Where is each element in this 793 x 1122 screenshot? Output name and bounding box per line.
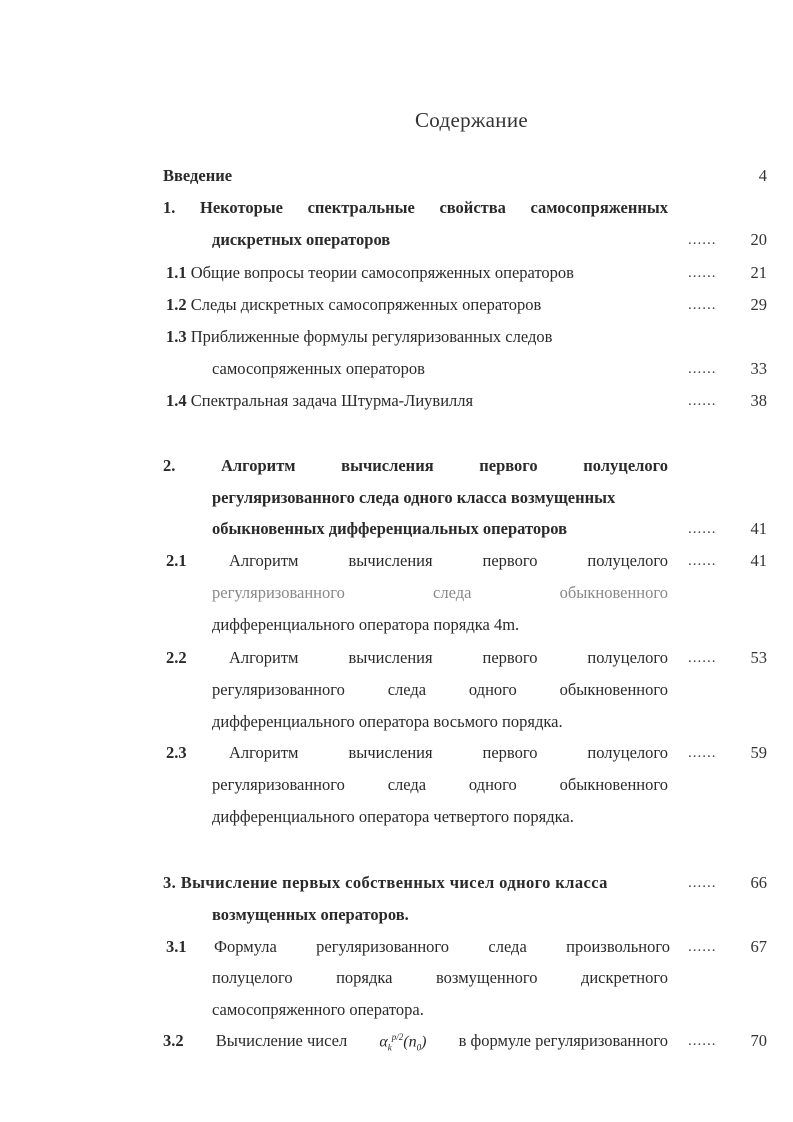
word: вычисления xyxy=(348,743,433,762)
alpha-superscript: p/2 xyxy=(391,1031,404,1042)
toc-s23-page: 59 xyxy=(750,743,767,762)
toc-ch2-page: 41 xyxy=(750,519,767,538)
section-title: Спектральная задача Штурма-Лиувилля xyxy=(190,391,474,410)
toc-s11-page: 21 xyxy=(750,263,767,282)
toc-intro-page: 4 xyxy=(758,166,767,185)
section-title: Общие вопросы теории самосопряженных операторов xyxy=(190,263,574,282)
word: одного xyxy=(468,680,517,699)
word: обыкновенного xyxy=(559,680,668,699)
toc-s31-number: 3.1 xyxy=(166,937,187,956)
toc-s23-line2[interactable] xyxy=(212,775,668,795)
word: произвольного xyxy=(566,937,670,956)
word: вычисления xyxy=(348,648,433,667)
section-number: 1.4 xyxy=(166,391,187,410)
toc-section-1-2[interactable] xyxy=(166,295,541,315)
alpha-symbol: α xyxy=(379,1033,388,1050)
toc-s22-page: 53 xyxy=(750,648,767,667)
alpha-formula xyxy=(379,1032,426,1053)
toc-section-1-1[interactable] xyxy=(166,263,574,283)
toc-s23-line1[interactable] xyxy=(229,743,668,763)
word: первого xyxy=(482,551,538,570)
toc-ch2-title-line1[interactable] xyxy=(163,456,668,476)
section-title-part: в формуле регуляризованного xyxy=(458,1031,668,1050)
section-number: 1.1 xyxy=(166,263,187,282)
word: полуцелого xyxy=(587,551,668,570)
toc-s31-line2[interactable] xyxy=(212,968,668,988)
page-title: Содержание xyxy=(414,108,529,132)
section-number: 1.3 xyxy=(166,327,187,346)
toc-s22-line1[interactable] xyxy=(229,648,668,668)
toc-s21-line2[interactable] xyxy=(212,583,668,603)
word: Алгоритм xyxy=(229,743,299,762)
alpha-subscript: k xyxy=(387,1042,392,1053)
word: следа xyxy=(387,775,427,794)
toc-s31-page: 67 xyxy=(750,937,767,956)
toc-s14-page: 38 xyxy=(750,391,767,410)
toc-s22-line2[interactable] xyxy=(212,680,668,700)
word: первого xyxy=(482,743,538,762)
word: регуляризованного xyxy=(212,583,345,602)
toc-s21-line3[interactable]: дифференциального оператора порядка 4m. xyxy=(212,615,520,634)
toc-s23-number: 2.3 xyxy=(166,743,187,762)
section-title-part: Вычисление чисел xyxy=(215,1031,348,1050)
word: следа xyxy=(387,680,427,699)
word: полуцелого xyxy=(212,968,293,987)
toc-s21-page: 41 xyxy=(750,551,767,570)
word: Некоторые xyxy=(199,198,283,217)
toc-s21-dots: ...... xyxy=(688,553,717,569)
toc-ch2-title-line3[interactable]: обыкновенных дифференциальных операторов xyxy=(212,519,568,538)
word: регуляризованного xyxy=(212,775,345,794)
section-title: Приближенные формулы регуляризованных следов xyxy=(190,327,553,346)
word: Формула xyxy=(214,937,277,956)
toc-s13-dots: ...... xyxy=(688,361,717,377)
toc-s13-page: 33 xyxy=(750,359,767,378)
toc-s22-dots: ...... xyxy=(688,650,717,666)
toc-ch3-dots: ...... xyxy=(688,875,717,891)
toc-section-1-3[interactable] xyxy=(166,327,552,347)
toc-ch2-title-line2[interactable]: регуляризованного следа одного класса возмущенных xyxy=(212,488,616,507)
word: обыкновенного xyxy=(559,775,668,794)
toc-s22-line3[interactable]: дифференциального оператора восьмого порядка. xyxy=(212,712,563,731)
toc-s14-dots: ...... xyxy=(688,393,717,409)
toc-s12-page: 29 xyxy=(750,295,767,314)
toc-ch1-title-line1[interactable] xyxy=(163,198,668,218)
word: регуляризованного xyxy=(212,680,345,699)
toc-section-1-4[interactable] xyxy=(166,391,473,411)
word: Алгоритм xyxy=(229,551,299,570)
alpha-argument: (n xyxy=(403,1033,417,1050)
toc-s32-dots: ...... xyxy=(688,1033,717,1049)
toc-s32-page: 70 xyxy=(750,1031,767,1050)
word: спектральные xyxy=(307,198,415,217)
alpha-close-paren: ) xyxy=(421,1033,427,1050)
toc-s11-dots: ...... xyxy=(688,265,717,281)
word: обыкновенного xyxy=(559,583,668,602)
word: первого xyxy=(482,648,538,667)
word: следа xyxy=(488,937,527,956)
toc-s31-line3[interactable]: самосопряженного оператора. xyxy=(212,1000,424,1019)
toc-ch3-page: 66 xyxy=(750,873,767,892)
word: вычисления xyxy=(348,551,433,570)
toc-s21-number: 2.1 xyxy=(166,551,187,570)
toc-ch1-page: 20 xyxy=(750,230,767,249)
alpha-argument-subscript: 0 xyxy=(416,1042,422,1053)
toc-s22-number: 2.2 xyxy=(166,648,187,667)
toc-ch1-dots: ...... xyxy=(688,232,717,248)
toc-ch3-title-line1[interactable]: 3. Вычисление первых собственных чисел одного класса xyxy=(163,873,608,892)
word: одного xyxy=(468,775,517,794)
word: свойства xyxy=(439,198,506,217)
word: регуляризованного xyxy=(316,937,450,956)
toc-ch3-title-line2[interactable]: возмущенных операторов. xyxy=(212,905,409,924)
toc-intro-label[interactable]: Введение xyxy=(163,166,233,185)
toc-ch1-title-line2[interactable]: дискретных операторов xyxy=(212,230,391,249)
word: полуцелого xyxy=(587,743,668,762)
toc-s12-dots: ...... xyxy=(688,297,717,313)
word: 1. xyxy=(163,198,176,217)
section-number: 3.2 xyxy=(163,1031,184,1050)
toc-s31-dots: ...... xyxy=(688,939,717,955)
toc-s23-line3[interactable]: дифференциального оператора четвертого порядка. xyxy=(212,807,574,826)
section-number: 1.2 xyxy=(166,295,187,314)
word: первого xyxy=(479,456,538,475)
toc-s31-line1[interactable] xyxy=(212,937,670,957)
word: дискретного xyxy=(580,968,668,987)
word: возмущенного xyxy=(436,968,538,987)
word: 2. xyxy=(163,456,176,475)
word: вычисления xyxy=(341,456,434,475)
toc-s21-line1[interactable] xyxy=(229,551,668,571)
word: Алгоритм xyxy=(221,456,296,475)
toc-ch2-dots: ...... xyxy=(688,521,717,537)
word: следа xyxy=(433,583,472,602)
toc-section-3-2[interactable] xyxy=(163,1031,668,1052)
word: самосопряженных xyxy=(530,198,668,217)
toc-s23-dots: ...... xyxy=(688,745,717,761)
section-title: Следы дискретных самосопряженных операторов xyxy=(190,295,542,314)
word: полуцелого xyxy=(587,648,668,667)
word: порядка xyxy=(336,968,393,987)
word: Алгоритм xyxy=(229,648,299,667)
word: полуцелого xyxy=(583,456,668,475)
toc-section-1-3-line2[interactable]: самосопряженных операторов xyxy=(212,359,425,378)
